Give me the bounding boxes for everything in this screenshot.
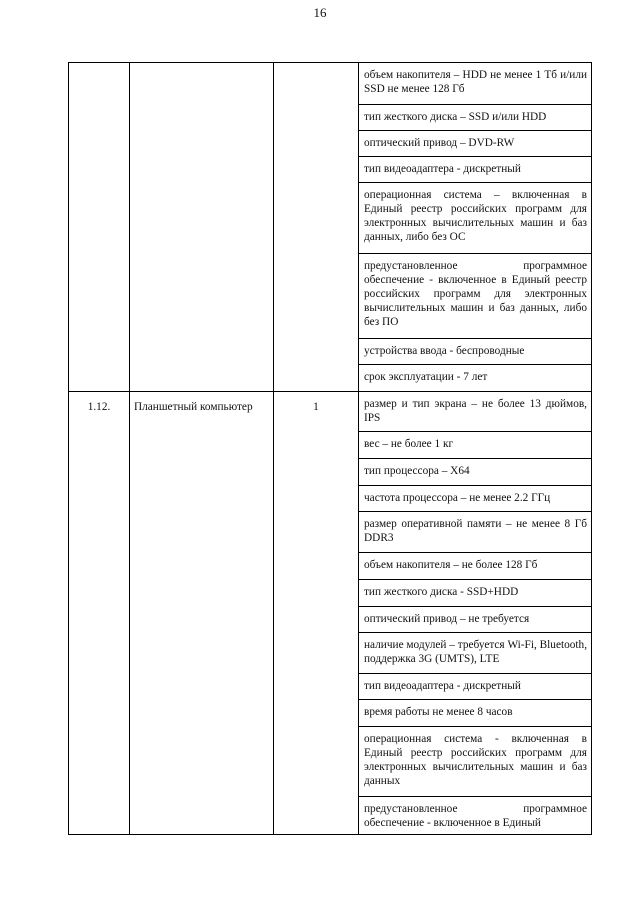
characteristic-cell: оптический привод – не требуется (359, 607, 592, 633)
characteristic-cell: операционная система - включенная в Единый реестр российских программ для электронных вычислительных машин и баз данных (359, 727, 592, 797)
item-quantity-cell (274, 63, 359, 392)
characteristic-cell: срок эксплуатации - 7 лет (359, 365, 592, 392)
characteristic-cell: тип жесткого диска - SSD+HDD (359, 580, 592, 607)
characteristic-cell: частота процессора – не менее 2.2 ГГц (359, 486, 592, 512)
item-name-cell (130, 63, 274, 392)
characteristic-cell: операционная система – включенная в Единый реестр российских программ для электронных вычислительных машин и баз данных, либо без ОС (359, 183, 592, 254)
characteristic-cell: вес – не более 1 кг (359, 432, 592, 459)
item-quantity-cell: 1 (274, 392, 359, 835)
characteristic-cell: оптический привод – DVD-RW (359, 131, 592, 157)
characteristic-cell: тип жесткого диска – SSD и/или HDD (359, 105, 592, 131)
characteristic-cell: время работы не менее 8 часов (359, 700, 592, 727)
specification-table-body (69, 63, 592, 835)
characteristic-cell: объем накопителя – HDD не менее 1 Тб и/или SSD не менее 128 Гб (359, 63, 592, 105)
characteristic-cell: тип процессора – X64 (359, 459, 592, 486)
characteristic-cell: размер и тип экрана – не более 13 дюймов, IPS (359, 392, 592, 432)
item-number-cell (69, 63, 130, 392)
characteristic-cell: размер оперативной памяти – не менее 8 Гб DDR3 (359, 512, 592, 553)
characteristic-cell: наличие модулей – требуется Wi-Fi, Bluetooth, поддержка 3G (UMTS), LTE (359, 633, 592, 674)
specification-table (68, 62, 592, 835)
characteristic-cell: тип видеоадаптера - дискретный (359, 157, 592, 183)
characteristic-cell: объем накопителя – не более 128 Гб (359, 553, 592, 580)
table-row (69, 392, 592, 432)
table-row (69, 63, 592, 105)
characteristic-cell: тип видеоадаптера - дискретный (359, 674, 592, 700)
item-number-cell: 1.12. (69, 392, 130, 835)
characteristic-cell: предустановленное программное обеспечение - включенное в Единый (359, 797, 592, 835)
item-name-cell: Планшетный компьютер (130, 392, 274, 835)
page-number: 16 (313, 5, 327, 20)
characteristic-cell: предустановленное программное обеспечение - включенное в Единый реестр российских программ для электронных вычислительных машин и баз данных, либо без ПО (359, 254, 592, 339)
characteristic-cell: устройства ввода - беспроводные (359, 339, 592, 365)
